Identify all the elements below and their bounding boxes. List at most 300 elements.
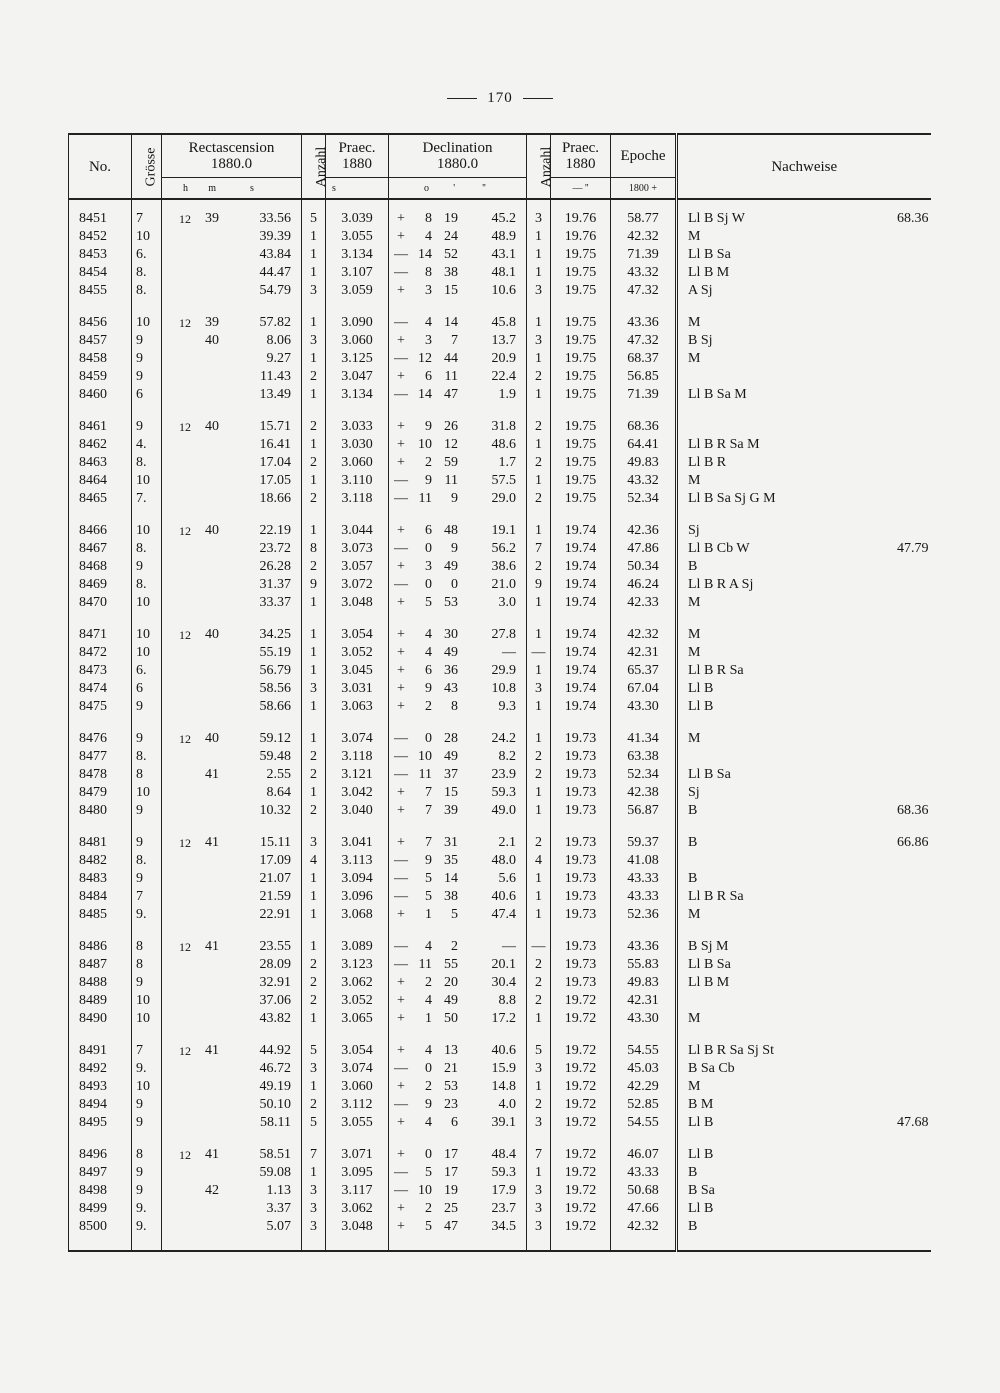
dec-seconds: 10.8 — [491, 681, 516, 696]
cell-nachweise: M — [677, 626, 861, 644]
dec-seconds: 57.5 — [491, 473, 516, 488]
dec-seconds: 13.7 — [491, 333, 516, 348]
dec-value — [392, 1218, 523, 1236]
dec-sign: + — [397, 369, 405, 384]
cell-dec — [389, 436, 527, 454]
cell-groesse: 10 — [132, 1078, 162, 1096]
ra-minutes: 39 — [205, 211, 219, 226]
cell-ra — [162, 210, 302, 228]
dec-minutes: 47 — [444, 1219, 458, 1234]
cell-dec — [389, 472, 527, 490]
dec-minutes: 30 — [444, 627, 458, 642]
cell-anzahl-2: 1 — [527, 246, 551, 264]
dec-sign: + — [397, 437, 405, 452]
dec-degrees: 11 — [418, 767, 432, 782]
gap-cell — [861, 199, 931, 210]
table-row — [69, 662, 931, 680]
dec-minutes: 37 — [444, 767, 458, 782]
dec-degrees: 3 — [425, 559, 432, 574]
cell-no: 8499 — [69, 1200, 132, 1218]
cell-anzahl-2: 3 — [527, 1060, 551, 1078]
cell-nachweise: Ll B Sa — [677, 956, 861, 974]
cell-groesse: 9 — [132, 558, 162, 576]
cell-praec-2: 19.74 — [551, 698, 611, 716]
gap-cell — [527, 508, 551, 522]
dec-minutes: 53 — [444, 1079, 458, 1094]
dec-minutes: 19 — [444, 211, 458, 226]
cell-ra — [162, 1146, 302, 1164]
dec-degrees: 14 — [418, 387, 432, 402]
cell-extra-epoch — [861, 418, 931, 436]
ra-seconds: 32.91 — [259, 975, 291, 990]
cell-dec — [389, 540, 527, 558]
header-ra-title: Rectascension — [188, 140, 275, 156]
cell-extra-epoch — [861, 454, 931, 472]
cell-epoche: 54.55 — [611, 1114, 677, 1132]
cell-dec — [389, 662, 527, 680]
dec-minutes: 25 — [444, 1201, 458, 1216]
gap-cell — [132, 404, 162, 418]
table-row — [69, 228, 931, 246]
cell-anzahl-2: 2 — [527, 974, 551, 992]
cell-epoche: 42.31 — [611, 644, 677, 662]
dec-seconds: 48.0 — [491, 853, 516, 868]
cell-epoche: 43.32 — [611, 264, 677, 282]
cell-no: 8466 — [69, 522, 132, 540]
cell-praec-1: 3.062 — [326, 974, 389, 992]
cell-extra-epoch — [861, 228, 931, 246]
cell-groesse: 9 — [132, 698, 162, 716]
cell-anzahl-2: 1 — [527, 698, 551, 716]
table-row — [69, 834, 931, 852]
cell-anzahl-1: 1 — [302, 938, 326, 956]
table-row — [69, 730, 931, 748]
dec-value — [392, 956, 523, 974]
cell-anzahl-2: 1 — [527, 1010, 551, 1028]
dec-seconds: 1.7 — [498, 455, 516, 470]
cell-ra — [162, 246, 302, 264]
cell-extra-epoch: 68.36 — [897, 803, 929, 818]
cell-no: 8496 — [69, 1146, 132, 1164]
cell-epoche: 56.87 — [611, 802, 677, 820]
ra-hours: 12 — [179, 524, 191, 538]
ra-hours: 12 — [179, 940, 191, 954]
cell-groesse: 10 — [132, 626, 162, 644]
cell-anzahl-1: 2 — [302, 368, 326, 386]
table-row — [69, 906, 931, 924]
cell-anzahl-2: 1 — [527, 386, 551, 404]
cell-nachweise: Ll B M — [677, 264, 861, 282]
dec-seconds: 2.1 — [498, 835, 516, 850]
ra-value — [165, 680, 298, 698]
dec-seconds: 30.4 — [491, 975, 516, 990]
header-praec-2 — [551, 134, 611, 178]
cell-no: 8497 — [69, 1164, 132, 1182]
ra-minutes: 41 — [205, 835, 219, 850]
dec-degrees: 1 — [425, 1011, 432, 1026]
gap-cell — [389, 508, 527, 522]
cell-praec-2: 19.75 — [551, 350, 611, 368]
cell-praec-2: 19.74 — [551, 662, 611, 680]
cell-nachweise: B Sj — [677, 332, 861, 350]
dec-degrees: 11 — [418, 957, 432, 972]
cell-anzahl-2: 9 — [527, 576, 551, 594]
cell-anzahl-2: 2 — [527, 418, 551, 436]
cell-praec-1: 3.062 — [326, 1200, 389, 1218]
cell-groesse: 8. — [132, 748, 162, 766]
cell-extra-epoch — [861, 1042, 931, 1060]
cell-anzahl-1: 1 — [302, 1010, 326, 1028]
gap-cell — [527, 300, 551, 314]
gap-cell — [326, 1132, 389, 1146]
ra-value — [165, 974, 298, 992]
gap-cell — [389, 404, 527, 418]
cell-dec — [389, 888, 527, 906]
cell-anzahl-2: 2 — [527, 956, 551, 974]
ra-minutes — [191, 1078, 219, 1096]
cell-extra-epoch — [861, 490, 931, 508]
cell-praec-1: 3.031 — [326, 680, 389, 698]
ra-hours — [165, 1010, 191, 1028]
cell-anzahl-1: 2 — [302, 766, 326, 784]
cell-ra — [162, 802, 302, 820]
cell-groesse: 8 — [132, 1146, 162, 1164]
cell-praec-2: 19.74 — [551, 522, 611, 540]
table-row — [69, 522, 931, 540]
cell-no: 8463 — [69, 454, 132, 472]
header-dec-unit-sec: '' — [482, 182, 486, 194]
cell-nachweise: B Sa — [677, 1182, 861, 1200]
cell-epoche: 54.55 — [611, 1042, 677, 1060]
gap-cell — [527, 924, 551, 938]
ra-minutes — [191, 974, 219, 992]
ra-minutes — [191, 748, 219, 766]
dec-degrees: 5 — [425, 1165, 432, 1180]
cell-groesse: 10 — [132, 594, 162, 612]
cell-praec-1: 3.030 — [326, 436, 389, 454]
ra-value — [165, 368, 298, 386]
cell-extra-epoch — [861, 784, 931, 802]
gap-cell — [302, 820, 326, 834]
cell-nachweise: Ll B — [677, 1114, 861, 1132]
cell-dec — [389, 1096, 527, 1114]
dec-degrees: 4 — [425, 315, 432, 330]
cell-praec-2: 19.75 — [551, 368, 611, 386]
cell-anzahl-2: 1 — [527, 888, 551, 906]
cell-extra-epoch — [861, 522, 931, 540]
header-anzahl-2-text: Anzahl — [539, 146, 555, 188]
header-epoche: Epoche — [611, 134, 677, 178]
table-row — [69, 1010, 931, 1028]
gap-cell — [162, 300, 302, 314]
dec-value — [392, 454, 523, 472]
dec-minutes: 21 — [444, 1061, 458, 1076]
dec-degrees: 10 — [418, 749, 432, 764]
cell-nachweise: M — [677, 350, 861, 368]
dec-degrees: 11 — [418, 491, 432, 506]
gap-cell — [389, 199, 527, 210]
cell-anzahl-1: 2 — [302, 418, 326, 436]
gap-cell — [132, 300, 162, 314]
ra-hours — [165, 906, 191, 924]
dec-seconds: 45.8 — [491, 315, 516, 330]
dec-degrees: 5 — [425, 1219, 432, 1234]
cell-ra — [162, 1182, 302, 1200]
gap-cell — [326, 820, 389, 834]
gap-cell — [326, 199, 389, 210]
cell-no: 8460 — [69, 386, 132, 404]
ra-hours — [165, 1164, 191, 1182]
gap-cell — [677, 820, 861, 834]
cell-no: 8462 — [69, 436, 132, 454]
cell-ra — [162, 888, 302, 906]
ra-seconds: 28.09 — [259, 957, 291, 972]
gap-cell — [132, 924, 162, 938]
ra-minutes — [191, 870, 219, 888]
dec-degrees: 1 — [425, 907, 432, 922]
cell-praec-1: 3.107 — [326, 264, 389, 282]
dec-minutes: 36 — [444, 663, 458, 678]
dec-minutes: 49 — [444, 749, 458, 764]
dec-sign: — — [394, 387, 408, 402]
gap-cell — [69, 1236, 132, 1251]
dec-seconds: 1.9 — [498, 387, 516, 402]
cell-nachweise — [677, 852, 861, 870]
cell-dec — [389, 1182, 527, 1200]
ra-minutes — [191, 992, 219, 1010]
cell-praec-1: 3.055 — [326, 1114, 389, 1132]
cell-extra-epoch — [861, 368, 931, 386]
dec-value — [392, 282, 523, 300]
cell-nachweise: Ll B R Sa — [677, 888, 861, 906]
dec-minutes: 9 — [451, 491, 458, 506]
ra-seconds: 50.10 — [259, 1097, 291, 1112]
dec-seconds: 5.6 — [498, 871, 516, 886]
cell-extra-epoch — [861, 1182, 931, 1200]
cell-groesse: 8. — [132, 576, 162, 594]
ra-seconds: 22.91 — [259, 907, 291, 922]
ra-hours — [165, 472, 191, 490]
table-row — [69, 1146, 931, 1164]
cell-epoche: 49.83 — [611, 454, 677, 472]
cell-praec-2: 19.75 — [551, 314, 611, 332]
dec-minutes: 14 — [444, 871, 458, 886]
dec-value — [392, 784, 523, 802]
cell-nachweise: A Sj — [677, 282, 861, 300]
dec-seconds: 34.5 — [491, 1219, 516, 1234]
cell-nachweise: B — [677, 1164, 861, 1182]
cell-nachweise: Ll B R Sa M — [677, 436, 861, 454]
cell-dec — [389, 1200, 527, 1218]
dec-value — [392, 594, 523, 612]
ra-seconds: 17.05 — [259, 473, 291, 488]
dec-sign: + — [397, 333, 405, 348]
header-dec-epoch: 1880.0 — [436, 156, 479, 172]
ra-seconds: 10.32 — [259, 803, 291, 818]
cell-no: 8465 — [69, 490, 132, 508]
dec-degrees: 0 — [425, 1147, 432, 1162]
cell-dec — [389, 576, 527, 594]
cell-ra — [162, 730, 302, 748]
gap-cell — [132, 612, 162, 626]
ra-seconds: 33.37 — [259, 595, 291, 610]
ra-seconds: 15.11 — [260, 835, 291, 850]
cell-epoche: 42.33 — [611, 594, 677, 612]
ra-seconds: 39.39 — [259, 229, 291, 244]
ra-seconds: 34.25 — [259, 627, 291, 642]
cell-extra-epoch — [861, 472, 931, 490]
cell-groesse: 7 — [132, 1042, 162, 1060]
cell-epoche: 43.30 — [611, 698, 677, 716]
gap-cell — [611, 612, 677, 626]
ra-minutes — [191, 490, 219, 508]
ra-minutes: 40 — [205, 523, 219, 538]
table-row — [69, 368, 931, 386]
cell-dec — [389, 730, 527, 748]
table-row — [69, 386, 931, 404]
dec-seconds: 15.9 — [491, 1061, 516, 1076]
cell-praec-1: 3.073 — [326, 540, 389, 558]
dec-value — [392, 490, 523, 508]
gap-cell — [861, 300, 931, 314]
cell-praec-1: 3.065 — [326, 1010, 389, 1028]
ra-value — [165, 834, 298, 852]
ra-seconds: 58.66 — [259, 699, 291, 714]
dec-seconds: 56.2 — [491, 541, 516, 556]
ra-seconds: 17.09 — [259, 853, 291, 868]
cell-praec-1: 3.054 — [326, 1042, 389, 1060]
ra-minutes — [191, 472, 219, 490]
ra-seconds: 58.11 — [260, 1115, 291, 1130]
cell-praec-1: 3.134 — [326, 386, 389, 404]
cell-praec-1: 3.063 — [326, 698, 389, 716]
cell-praec-2: 19.75 — [551, 332, 611, 350]
table-row — [69, 992, 931, 1010]
dec-sign: — — [394, 853, 408, 868]
cell-no: 8486 — [69, 938, 132, 956]
dec-degrees: 5 — [425, 871, 432, 886]
header-praec-2-year: 1880 — [565, 156, 596, 172]
cell-groesse: 4. — [132, 436, 162, 454]
table-row — [69, 418, 931, 436]
dec-seconds: 59.3 — [491, 1165, 516, 1180]
dec-minutes: 13 — [444, 1043, 458, 1058]
gap-cell — [551, 612, 611, 626]
ra-value — [165, 472, 298, 490]
ra-minutes — [191, 1010, 219, 1028]
dec-sign: — — [394, 351, 408, 366]
cell-praec-1: 3.045 — [326, 662, 389, 680]
header-dec — [389, 134, 527, 178]
cell-groesse: 9 — [132, 332, 162, 350]
ra-seconds: 13.49 — [259, 387, 291, 402]
cell-praec-2: 19.75 — [551, 264, 611, 282]
table-row — [69, 264, 931, 282]
table-row — [69, 698, 931, 716]
cell-praec-1: 3.112 — [326, 1096, 389, 1114]
cell-anzahl-2: 3 — [527, 1218, 551, 1236]
cell-epoche: 47.66 — [611, 1200, 677, 1218]
cell-ra — [162, 662, 302, 680]
cell-anzahl-2: 1 — [527, 350, 551, 368]
cell-praec-1: 3.094 — [326, 870, 389, 888]
cell-groesse: 9 — [132, 1114, 162, 1132]
ra-hours — [165, 1078, 191, 1096]
cell-epoche: 41.34 — [611, 730, 677, 748]
cell-anzahl-1: 3 — [302, 1182, 326, 1200]
gap-cell — [527, 404, 551, 418]
table-row — [69, 680, 931, 698]
cell-nachweise: Sj — [677, 784, 861, 802]
cell-anzahl-2: 1 — [527, 436, 551, 454]
cell-extra-epoch — [861, 282, 931, 300]
cell-ra — [162, 784, 302, 802]
cell-praec-1: 3.123 — [326, 956, 389, 974]
cell-anzahl-2: 1 — [527, 472, 551, 490]
ra-value — [165, 938, 298, 956]
ra-seconds: 56.79 — [259, 663, 291, 678]
ra-value — [165, 1182, 298, 1200]
gap-cell — [326, 1236, 389, 1251]
dec-sign: + — [397, 803, 405, 818]
gap-cell — [677, 300, 861, 314]
dec-sign: — — [394, 491, 408, 506]
cell-ra — [162, 436, 302, 454]
cell-groesse: 10 — [132, 992, 162, 1010]
ra-hours: 12 — [179, 420, 191, 434]
ra-value — [165, 992, 298, 1010]
dec-minutes: 26 — [444, 419, 458, 434]
cell-dec — [389, 594, 527, 612]
dec-value — [392, 418, 523, 436]
cell-anzahl-1: 2 — [302, 558, 326, 576]
cell-praec-2: 19.75 — [551, 472, 611, 490]
ra-seconds: 37.06 — [259, 993, 291, 1008]
cell-praec-2: 19.76 — [551, 210, 611, 228]
ra-value — [165, 802, 298, 820]
page-number-text: 170 — [487, 90, 513, 106]
ra-value — [165, 662, 298, 680]
cell-groesse: 9 — [132, 834, 162, 852]
cell-extra-epoch — [861, 974, 931, 992]
row-gap — [69, 820, 931, 834]
cell-nachweise: Ll B Sa Sj G M — [677, 490, 861, 508]
cell-nachweise: B — [677, 802, 861, 820]
cell-praec-1: 3.057 — [326, 558, 389, 576]
dec-sign: — — [394, 1097, 408, 1112]
cell-groesse: 9 — [132, 870, 162, 888]
gap-cell — [861, 820, 931, 834]
cell-epoche: 68.37 — [611, 350, 677, 368]
cell-anzahl-2: — — [527, 938, 551, 956]
cell-nachweise: M — [677, 1010, 861, 1028]
gap-cell — [611, 300, 677, 314]
gap-cell — [551, 716, 611, 730]
cell-epoche: 47.32 — [611, 332, 677, 350]
cell-anzahl-2: 1 — [527, 906, 551, 924]
dec-degrees: 0 — [425, 731, 432, 746]
cell-anzahl-2: — — [527, 644, 551, 662]
cell-groesse: 8 — [132, 938, 162, 956]
ra-seconds: 58.56 — [259, 681, 291, 696]
dec-sign: + — [397, 229, 405, 244]
gap-cell — [326, 612, 389, 626]
ra-seconds: 55.19 — [259, 645, 291, 660]
cell-extra-epoch — [861, 558, 931, 576]
cell-dec — [389, 418, 527, 436]
cell-no: 8494 — [69, 1096, 132, 1114]
ra-seconds: 21.07 — [259, 871, 291, 886]
